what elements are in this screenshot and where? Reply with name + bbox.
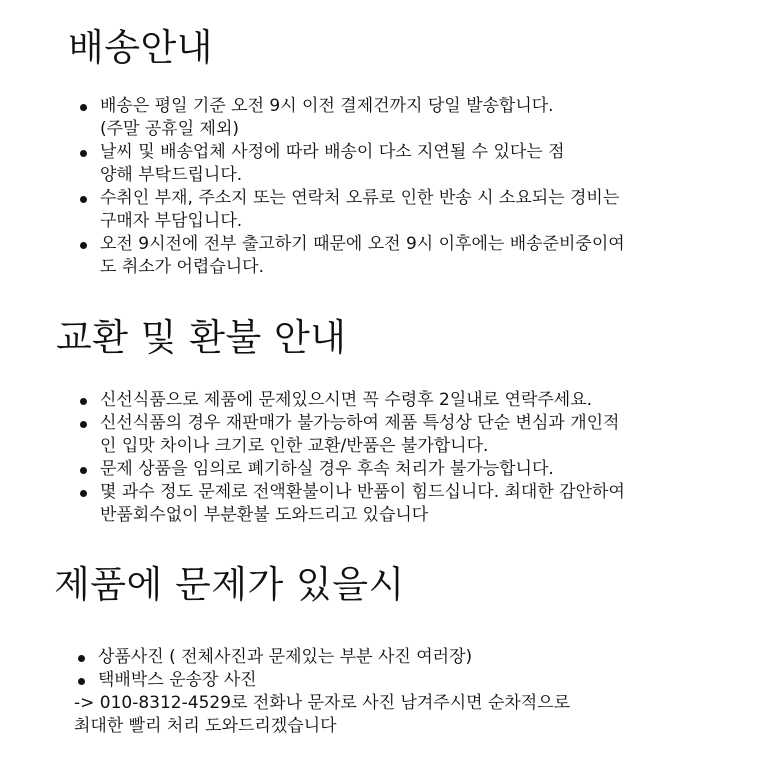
list-item-line: 배송은 평일 기준 오전 9시 이전 결제건까지 당일 발송합니다. (100, 96, 554, 116)
list-item-line: 신선식품으로 제품에 문제있으시면 꼭 수령후 2일내로 연락주세요. (100, 390, 593, 410)
list-item (80, 187, 625, 233)
problem-list (78, 646, 472, 692)
list-item (80, 233, 625, 279)
bullet-icon (78, 655, 85, 662)
list-item (80, 458, 625, 481)
list-item-line: 상품사진 ( 전체사진과 문제있는 부분 사진 여러장) (98, 647, 473, 667)
list-item (78, 646, 472, 669)
bullet-icon (80, 490, 87, 497)
list-item-line: 도 취소가 어렵습니다. (100, 257, 265, 277)
bullet-icon (80, 242, 87, 249)
list-item (78, 669, 472, 692)
list-item-line: 문제 상품을 임의로 폐기하실 경우 후속 처리가 불가능합니다. (100, 459, 554, 479)
delivery-title: 배송안내 (68, 26, 213, 69)
exchange-list (80, 389, 625, 527)
list-item (80, 389, 625, 412)
bullet-icon (80, 467, 87, 474)
bullet-icon (80, 421, 87, 428)
exchange-title: 교환 및 환불 안내 (56, 316, 347, 359)
contact-line: -> 010-8312-4529로 전화나 문자로 사진 남겨주시면 순차적으로 (74, 693, 571, 713)
bullet-icon (80, 196, 87, 203)
list-item-line: (주말 공휴일 제외) (100, 119, 240, 139)
contact-line: 최대한 빨리 처리 도와드리겠습니다 (74, 716, 337, 736)
list-item (80, 412, 625, 458)
list-item-line: 신선식품의 경우 재판매가 불가능하여 제품 특성상 단순 변심과 개인적 (100, 413, 620, 433)
bullet-icon (80, 398, 87, 405)
list-item-line: 날씨 및 배송업체 사정에 따라 배송이 다소 지연될 수 있다는 점 (100, 142, 565, 162)
delivery-list (80, 95, 625, 279)
problem-title: 제품에 문제가 있을시 (54, 563, 405, 606)
list-item-line: 반품회수없이 부분환불 도와드리고 있습니다 (100, 505, 429, 525)
list-item-line: 인 입맛 차이나 크기로 인한 교환/반품은 불가합니다. (100, 436, 489, 456)
list-item-line: 택배박스 운송장 사진 (98, 670, 257, 690)
list-item (80, 95, 625, 141)
bullet-icon (80, 104, 87, 111)
list-item-line: 양해 부탁드립니다. (100, 165, 243, 185)
list-item-line: 몇 과수 정도 문제로 전액환불이나 반품이 힘드십니다. 최대한 감안하여 (100, 482, 625, 502)
bullet-icon (80, 150, 87, 157)
list-item-line: 구매자 부담입니다. (100, 211, 243, 231)
list-item-line: 수취인 부재, 주소지 또는 연락처 오류로 인한 반송 시 소요되는 경비는 (100, 188, 620, 208)
list-item-line: 오전 9시전에 전부 출고하기 때문에 오전 9시 이후에는 배송준비중이여 (100, 234, 625, 254)
list-item (80, 481, 625, 527)
list-item (80, 141, 625, 187)
bullet-icon (78, 678, 85, 685)
